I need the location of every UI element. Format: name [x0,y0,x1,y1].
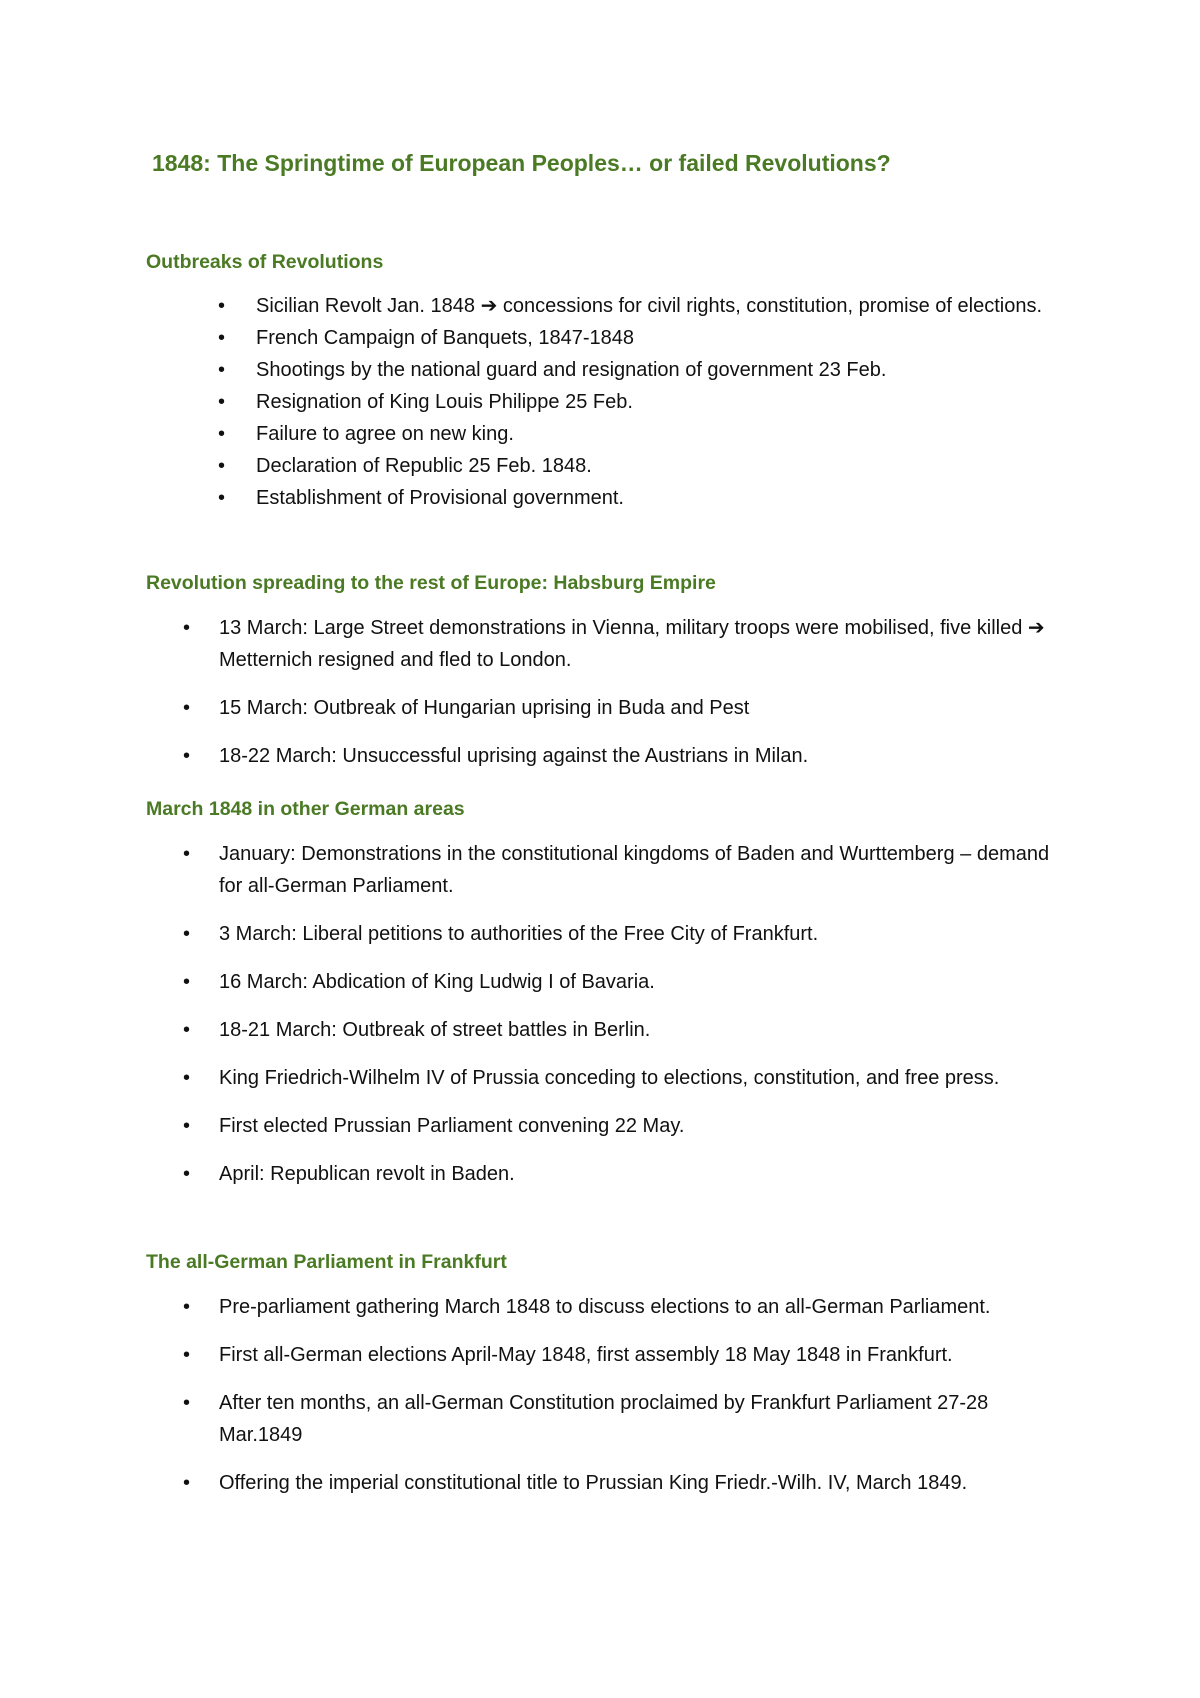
bullet-icon: • [183,617,191,639]
page-title: 1848: The Springtime of European Peoples… or failed Revolutions? [152,150,891,176]
list-item [146,1110,1076,1142]
list-item [146,322,1076,354]
bullet-icon: • [183,697,191,719]
bullet-icon: • [183,843,191,865]
section-heading: The all-German Parliament in Frankfurt [146,1251,507,1273]
list-item-text: Sicilian Revolt Jan. 1848 ➔ concessions for civil rights, constitution, promise of elections. [256,295,1043,317]
bullet-icon: • [183,1163,191,1185]
list-item-text: Establishment of Provisional government. [256,487,624,509]
list-item [146,740,1076,772]
list-item [146,1339,1076,1371]
bullet-icon: • [218,327,226,349]
list-item-text: Pre-parliament gathering March 1848 to discuss elections to an all-German Parliament. [219,1296,991,1318]
list-item [146,918,1076,950]
bullet-icon: • [183,745,191,767]
list-item [146,1062,1076,1094]
bullet-icon: • [183,971,191,993]
bullet-icon: • [183,1472,191,1494]
list-item [146,1158,1076,1190]
list-item [146,482,1076,514]
list-item [146,692,1076,724]
section-frankfurt-parliament [146,1249,1076,1515]
bullet-list [146,612,1076,772]
list-item [146,450,1076,482]
list-item-text: 16 March: Abdication of King Ludwig I of Bavaria. [219,971,655,993]
bullet-icon: • [183,1067,191,1089]
bullet-icon: • [218,295,226,317]
bullet-icon: • [218,455,226,477]
list-item-text: Failure to agree on new king. [256,423,514,445]
bullet-icon: • [183,1392,191,1414]
bullet-icon: • [183,1296,191,1318]
bullet-list [146,1291,1076,1499]
bullet-list [146,838,1076,1190]
list-item [146,290,1076,322]
bullet-icon: • [183,1344,191,1366]
list-item-text: After ten months, an all-German Constitution proclaimed by Frankfurt Parliament 27-28 Mar.1849 [219,1392,989,1446]
list-item [146,612,1076,676]
list-item-text: Resignation of King Louis Philippe 25 Feb. [256,391,633,413]
list-item-text: First all-German elections April-May 1848, first assembly 18 May 1848 in Frankfurt. [219,1344,953,1366]
section-heading: Revolution spreading to the rest of Europe: Habsburg Empire [146,572,716,594]
section-heading: Outbreaks of Revolutions [146,251,384,273]
list-item-text: King Friedrich-Wilhelm IV of Prussia conceding to elections, constitution, and free press. [219,1067,1000,1089]
list-item [146,1014,1076,1046]
section-habsburg-empire [146,570,1076,788]
bullet-icon: • [218,359,226,381]
list-item-text: 3 March: Liberal petitions to authorities of the Free City of Frankfurt. [219,923,819,945]
bullet-icon: • [183,1115,191,1137]
list-item [146,1387,1076,1451]
list-item [146,1291,1076,1323]
list-item [146,1467,1076,1499]
bullet-icon: • [183,923,191,945]
list-item-text: 13 March: Large Street demonstrations in Vienna, military troops were mobilised, five killed ➔ Metternich resigned and fled to London. [219,617,1045,671]
list-item [146,354,1076,386]
list-item-text: Shootings by the national guard and resignation of government 23 Feb. [256,359,887,381]
bullet-icon: • [218,487,226,509]
bullet-icon: • [183,1019,191,1041]
list-item-text: French Campaign of Banquets, 1847-1848 [256,327,635,349]
list-item-text: 18-22 March: Unsuccessful uprising against the Austrians in Milan. [219,745,809,767]
list-item-text: January: Demonstrations in the constitutional kingdoms of Baden and Wurttemberg – demand for all-German Parliament. [219,843,1050,897]
list-item-text: 15 March: Outbreak of Hungarian uprising in Buda and Pest [219,697,750,719]
list-item-text: Offering the imperial constitutional title to Prussian King Friedr.-Wilh. IV, March 1849. [219,1472,968,1494]
list-item-text: First elected Prussian Parliament convening 22 May. [219,1115,685,1137]
list-item-text: 18-21 March: Outbreak of street battles in Berlin. [219,1019,651,1041]
list-item-text: Declaration of Republic 25 Feb. 1848. [256,455,592,477]
list-item [146,838,1076,902]
list-item [146,386,1076,418]
list-item [146,966,1076,998]
list-item [146,418,1076,450]
section-german-areas [146,796,1076,1206]
section-heading: March 1848 in other German areas [146,798,465,820]
bullet-icon: • [218,423,226,445]
bullet-list [146,290,1076,514]
list-item-text: April: Republican revolt in Baden. [219,1163,515,1185]
section-outbreaks [146,249,1076,514]
bullet-icon: • [218,391,226,413]
